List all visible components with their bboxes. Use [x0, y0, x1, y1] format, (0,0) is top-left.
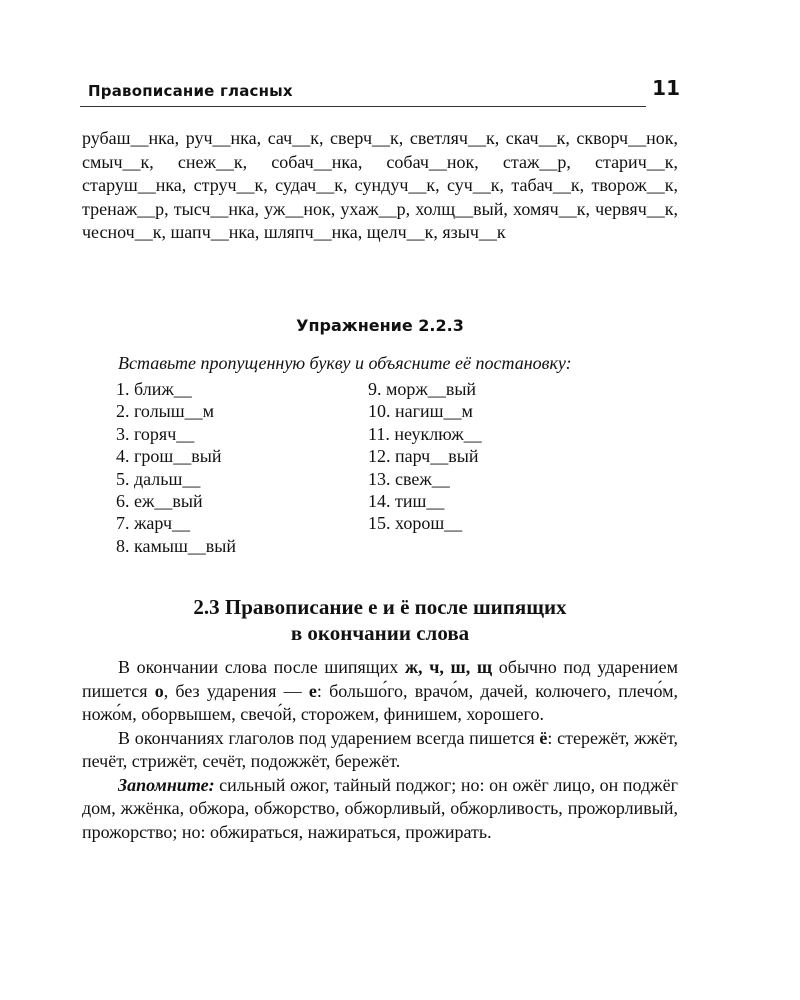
- exercise-item: 8. камыш__вый: [116, 535, 237, 556]
- section-body: [82, 656, 678, 844]
- text-run: В окончаниях глаголов под ударением всегда пишется: [118, 727, 540, 748]
- letter-e: е: [308, 680, 317, 701]
- header-title: Правописание гласных: [88, 82, 293, 100]
- letter-yo: ё: [539, 727, 548, 748]
- exercise-item: 7. жарч__: [116, 513, 191, 534]
- exercise-item: 10. нагиш__м: [368, 401, 473, 422]
- exercise-item: 15. хорош__: [368, 513, 463, 534]
- text-run: сильный ожог, тайный поджог; но: он ожёг лицо, он поджёг дом, жжёнка, обжора, обжорство, обжорливый, обжорливость, прожорливый, прожорство; но: обжираться, нажираться, прожирать.: [82, 774, 678, 842]
- exercise-item: 3. горяч__: [116, 423, 195, 444]
- section-title-line: в окончании слова: [290, 621, 470, 645]
- exercise-item: 2. голыш__м: [116, 401, 215, 422]
- remember-label: Запомните:: [118, 774, 215, 795]
- section-title-line: 2.3 Правописание е и ё после шипящих: [193, 595, 567, 619]
- exercise-item: 11. неуклюж__: [368, 423, 482, 444]
- exercise-item: 12. парч__вый: [368, 446, 479, 467]
- exercise-title: Упражнение 2.2.3: [296, 316, 464, 335]
- header-divider: [80, 106, 646, 107]
- exercise-item: 1. ближ__: [116, 379, 192, 399]
- exercise-item: 9. морж__вый: [368, 379, 477, 399]
- text-run: , без ударения —: [163, 680, 309, 701]
- letter-o: о: [154, 680, 164, 701]
- text-run: : стережёт, жжёт, печёт, стрижёт, сечёт, подожжёт, бережёт.: [82, 727, 678, 771]
- exercise-items-left: [116, 378, 356, 557]
- exercise-item: 6. еж__вый: [116, 491, 203, 512]
- paragraph: [82, 727, 678, 774]
- word-list: рубаш__нка, руч__нка, сач__к, сверч__к, светляч__к, скач__к, скворч__нок, смыч__к, снеж__к, собач__нка, собач__нок, стаж__р, старич__к, старуш__нка, струч__к, судач__к, сундуч__к, суч__к, табач__к, творож__к, тренаж__р, тысч__нка, уж__нок, ухаж__р, холщ__вый, хомяч__к, червяч__к, чесноч__к, шапч__нка, шляпч__нка, щелч__к, языч__к: [82, 128, 678, 242]
- section-title: [82, 594, 678, 646]
- exercise-items-right: [368, 378, 628, 535]
- paragraph: [82, 656, 678, 727]
- exercise-item: 14. тиш__: [368, 491, 445, 512]
- exercise-item: 13. свеж__: [368, 468, 450, 489]
- exercise-instruction: Вставьте пропущенную букву и объясните её постановку:: [118, 353, 572, 373]
- text-run: В окончании слова после шипящих: [118, 657, 405, 677]
- paragraph: [82, 774, 678, 845]
- hissing-letters: ж, ч, ш, щ: [404, 657, 493, 677]
- exercise-item: 4. грош__вый: [116, 446, 222, 467]
- page-number: 11: [652, 76, 680, 100]
- exercise-item: 5. дальш__: [116, 468, 201, 489]
- text-run: обычно под ударением пишется: [82, 657, 679, 701]
- text-run: : большо́го, врачо́м, дачей, колючего, плечо́м, ножо́м, оборвышем, свечо́й, сторожем, финишем, хорошего.: [82, 680, 678, 724]
